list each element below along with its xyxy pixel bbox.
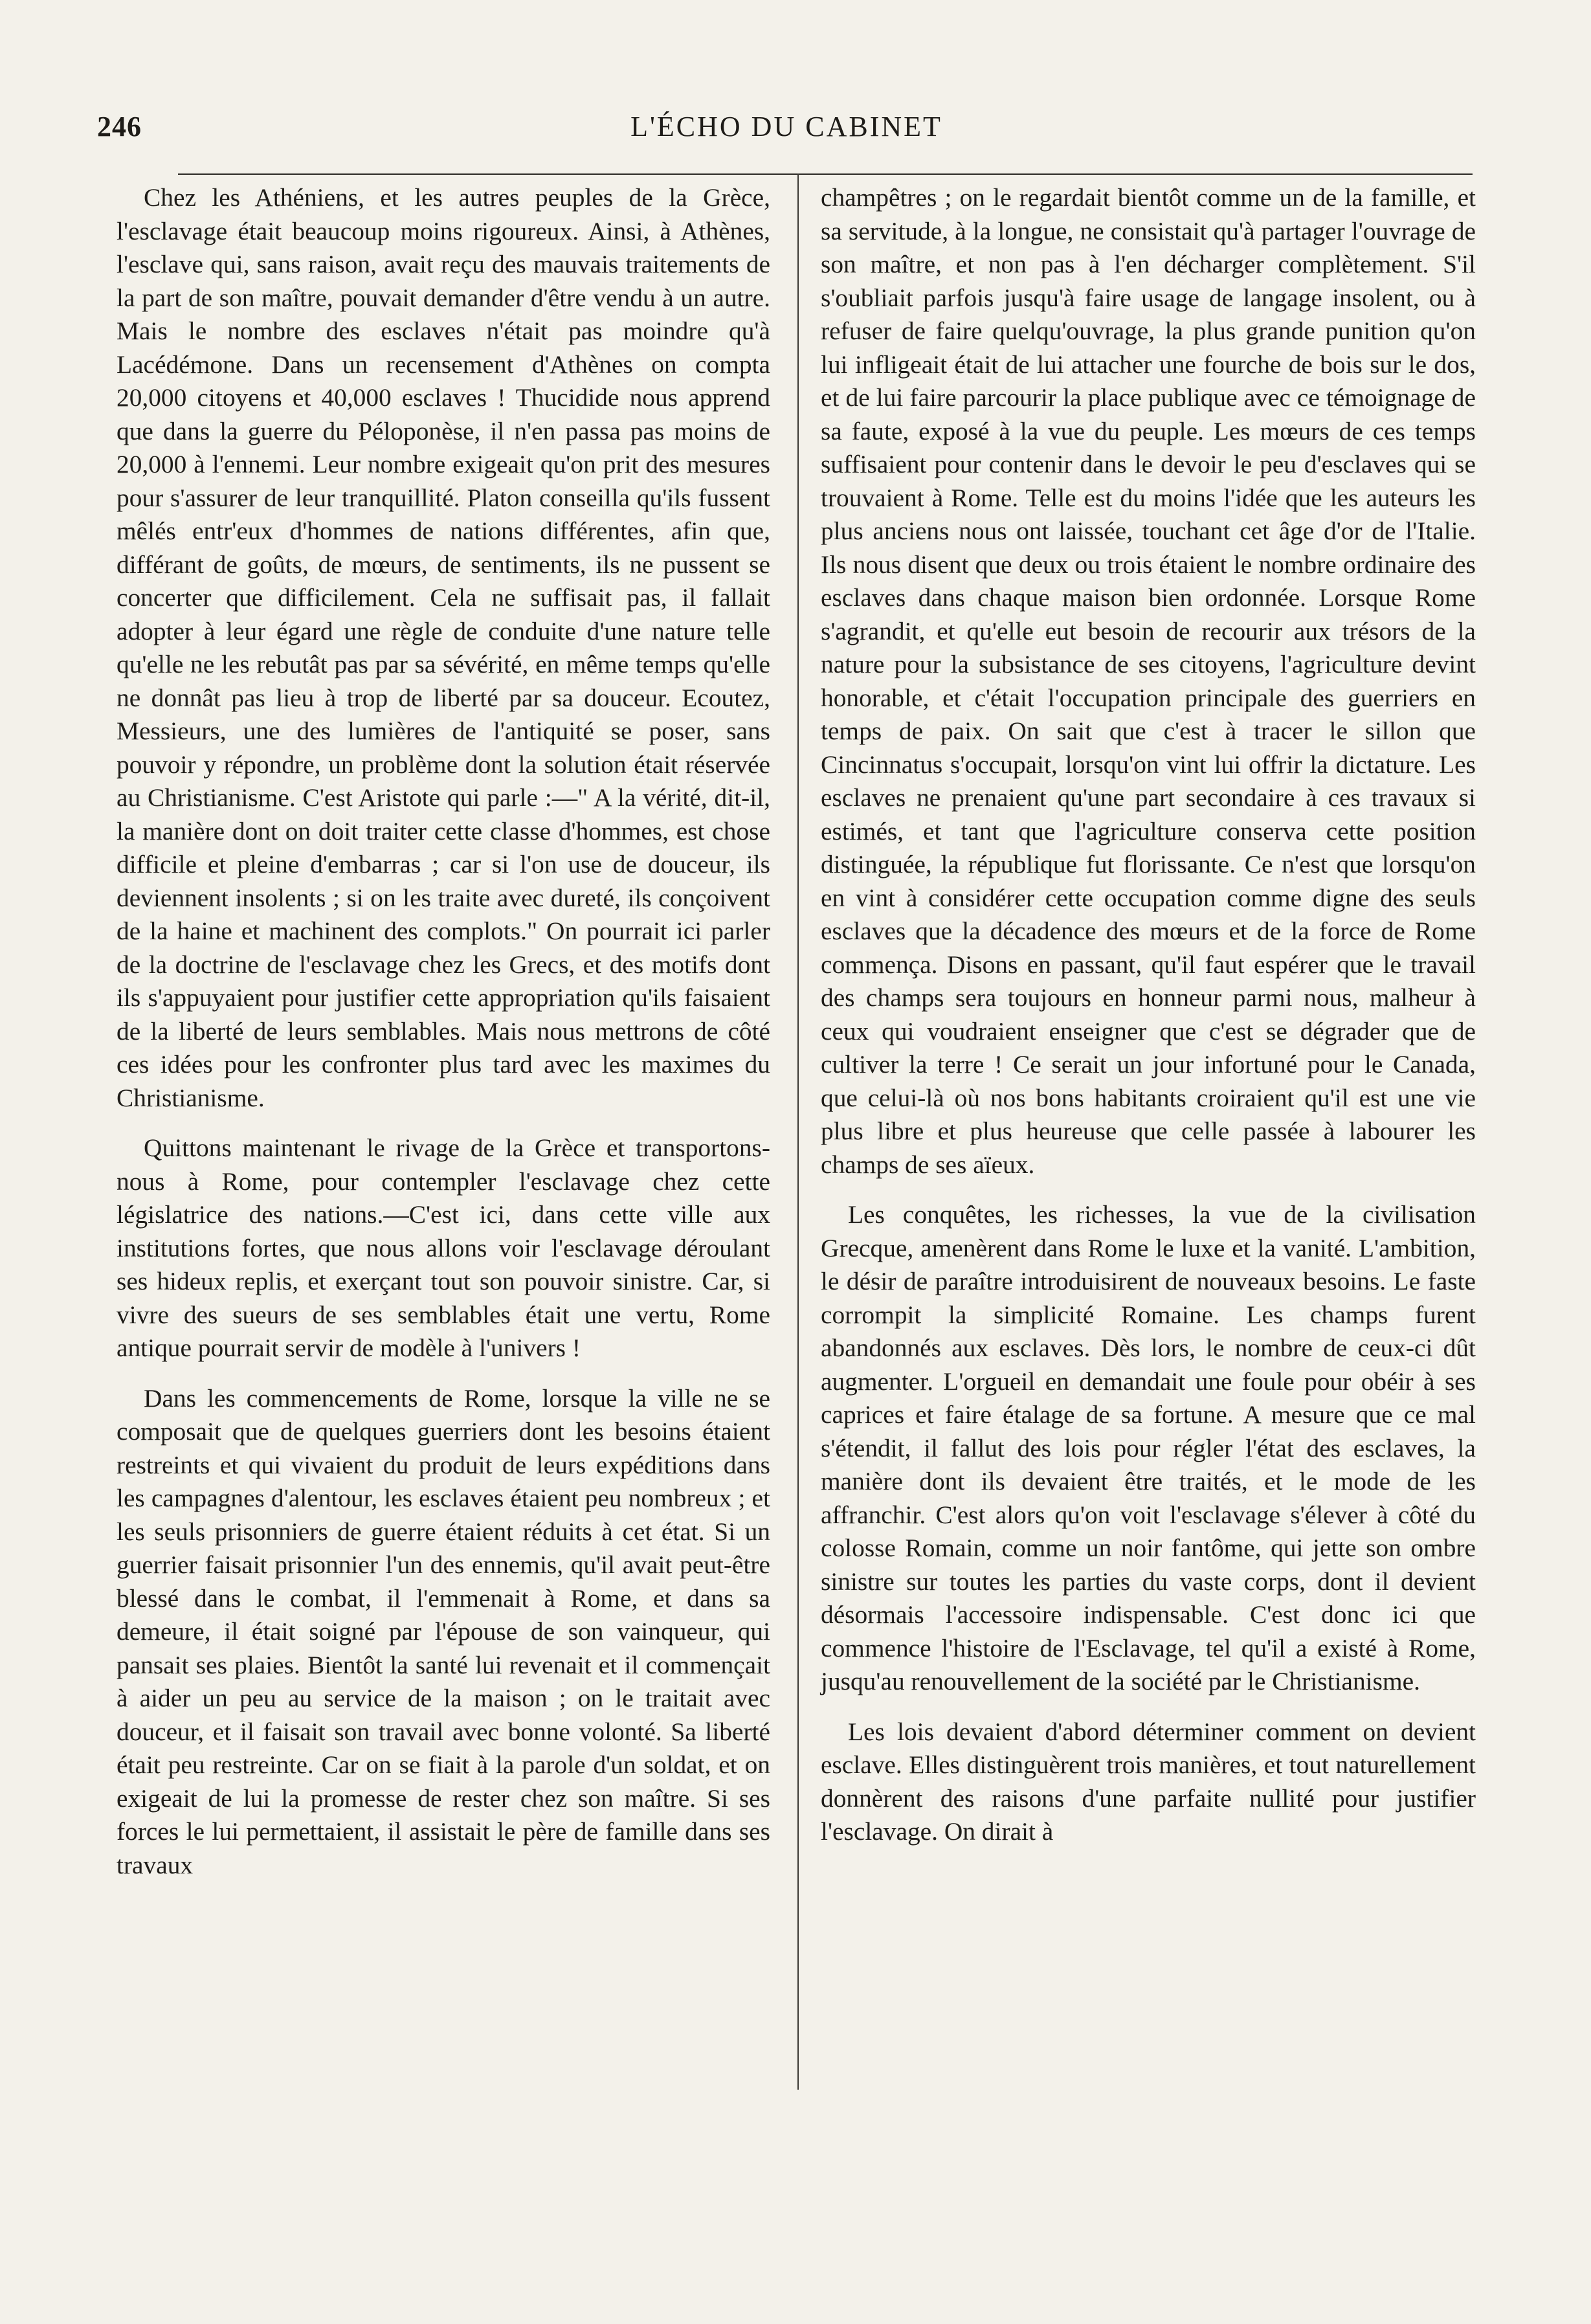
- paragraph: Les conquêtes, les richesses, la vue de la civilisation Grecque, amenèrent dans Rome le luxe et la vanité. L'ambition, le désir de paraître introduisirent de nouveaux besoins. Le faste corrompit la simplicité Romaine. Les champs furent abandonnés aux esclaves. Dès lors, le nombre de ceux-ci dût augmenter. L'orgueil en demandait une foule pour obéir à ses caprices et faire étalage de sa fortune. A mesure que ce mal s'étendit, il fallut des lois pour régler l'état des esclaves, la manière dont ils devaient être traités, et le mode de les affranchir. C'est alors qu'on voit l'esclavage s'élever à côté du colosse Romain, comme un noir fantôme, qui jette son ombre sinistre sur toutes les parties du vaste corps, dont il devient désormais l'accessoire indispensable. C'est donc ici que commence l'histoire de l'Esclavage, tel qu'il a existé à Rome, jusqu'au renouvellement de la société par le Christianisme.: [821, 1200, 1476, 1695]
- page-number: 246: [97, 111, 142, 142]
- paragraph: Quittons maintenant le rivage de la Grèce et transportons-nous à Rome, pour contempler l'esclavage chez cette législatrice des nations.—C'est ici, dans cette ville aux institutions fortes, que nous allons voir l'esclavage déroulant ses hideux replis, et exerçant tout son pouvoir sinistre. Car, si vivre des sueurs de ses semblables était une vertu, Rome antique pourrait servir de modèle à l'univers !: [117, 1134, 770, 1362]
- right-column: [821, 181, 1476, 1849]
- paragraph: Les lois devaient d'abord déterminer comment on devient esclave. Elles distinguèrent trois manières, et tout naturellement donnèrent des raisons d'une parfaite nullité pour justifier l'esclavage. On dirait à: [821, 1717, 1476, 1846]
- page-header: [97, 110, 1476, 155]
- header-rule: [178, 173, 1473, 175]
- running-title: L'ÉCHO DU CABINET: [630, 111, 942, 142]
- paragraph: Chez les Athéniens, et les autres peuples de la Grèce, l'esclavage était beaucoup moins rigoureux. Ainsi, à Athènes, l'esclave qui, sans raison, avait reçu des mauvais traitements de la part de son maître, pouvait demander d'être vendu à un autre. Mais le nombre des esclaves n'était pas moindre qu'à Lacédémone. Dans un recensement d'Athènes on compta 20,000 citoyens et 40,000 esclaves ! Thucidide nous apprend que dans la guerre du Péloponèse, il n'en passa pas moins de 20,000 à l'ennemi. Leur nombre exigeait qu'on prit des mesures pour s'assurer de leur tranquillité. Platon conseilla qu'ils fussent mêlés entr'eux d'hommes de nations différentes, afin que, différant de goûts, de mœurs, de sentiments, ils ne pussent se concerter que difficilement. Cela ne suffisait pas, il fallait adopter à leur égard une règle de conduite d'une nature telle qu'elle ne les rebutât pas par sa sévérité, en même temps qu'elle ne donnât pas lieu à trop de liberté par sa douceur. Ecoutez, Messieurs, une des lumières de l'antiquité se poser, sans pouvoir y répondre, un problème dont la solution était réservée au Christianisme. C'est Aristote qui parle :—" A la vérité, dit-il, la manière dont on doit traiter cette classe d'hommes, est chose difficile et pleine d'embarras ; car si l'on use de douceur, ils deviennent insolents ; si on les traite avec dureté, ils conçoivent de la haine et machinent des complots." On pourrait ici parler de la doctrine de l'esclavage chez les Grecs, et des motifs dont ils s'appuyaient pour justifier cette appropriation qu'ils faisaient de la liberté de leurs semblables. Mais nous mettrons de côté ces idées pour les confronter plus tard avec les maximes du Christianisme.: [117, 183, 770, 1112]
- paragraph: champêtres ; on le regardait bientôt comme un de la famille, et sa servitude, à la longue, ne consistait qu'à partager l'ouvrage de son maître, et non pas à l'en décharger complètement. S'il s'oubliait parfois jusqu'à faire usage de langage insolent, ou à refuser de faire quelqu'ouvrage, la plus grande punition qu'on lui infligeait était de lui attacher une fourche de bois sur le dos, et de lui faire parcourir la place publique avec ce témoignage de sa faute, exposé à la vue du peuple. Les mœurs de ces temps suffisaient pour contenir dans le devoir le peu d'esclaves qui se trouvaient à Rome. Telle est du moins l'idée que les auteurs les plus anciens nous ont laissée, touchant cet âge d'or de l'Italie. Ils nous disent que deux ou trois étaient le nombre ordinaire des esclaves dans chaque maison bien ordonnée. Lorsque Rome s'agrandit, et qu'elle eut besoin de recourir aux trésors de la nature pour la subsistance de ses citoyens, l'agriculture devint honorable, et c'était l'occupation principale des guerriers en temps de paix. On sait que c'est à tracer le sillon que Cincinnatus s'occupait, lorsqu'on vint lui offrir la dictature. Les esclaves ne prenaient qu'une part secondaire à ces travaux si estimés, et tant que l'agriculture conserva cette position distinguée, la république fut florissante. Ce n'est que lorsqu'on en vint à considérer cette occupation comme digne des seuls esclaves que la décadence des mœurs et de la force de Rome commença. Disons en passant, qu'il faut espérer que le travail des champs sera toujours en honneur parmi nous, malheur à ceux qui voudraient enseigner que c'est se dégrader que de cultiver la terre ! Ce serait un jour infortuné pour le Canada, que celui-là où nos bons habitants croiraient qu'il est une vie plus libre et plus heureuse que celle passée à labourer les champs de ses aïeux.: [821, 183, 1476, 1179]
- paragraph: Dans les commencements de Rome, lorsque la ville ne se composait que de quelques guerriers dont les besoins étaient restreints et qui vivaient du produit de leurs expéditions dans les campagnes d'alentour, les esclaves étaient peu nombreux ; et les seuls prisonniers de guerre étaient réduits à cet état. Si un guerrier faisait prisonnier l'un des ennemis, qu'il avait peut-être blessé dans le combat, il l'emmenait à Rome, et dans sa demeure, il était soigné par l'épouse de son vainqueur, qui pansait ses plaies. Bientôt la santé lui revenait et il commençait à aider un peu au service de la maison ; on le traitait avec douceur, et il faisait son travail avec bonne volonté. Sa liberté était peu restreinte. Car on se fiait à la parole d'un soldat, et on exigeait de lui la promesse de rester chez son maître. Si ses forces le lui permettaient, il assistait le père de famille dans ses travaux: [117, 1383, 770, 1879]
- left-column: [117, 181, 770, 1882]
- column-divider: [797, 173, 799, 2090]
